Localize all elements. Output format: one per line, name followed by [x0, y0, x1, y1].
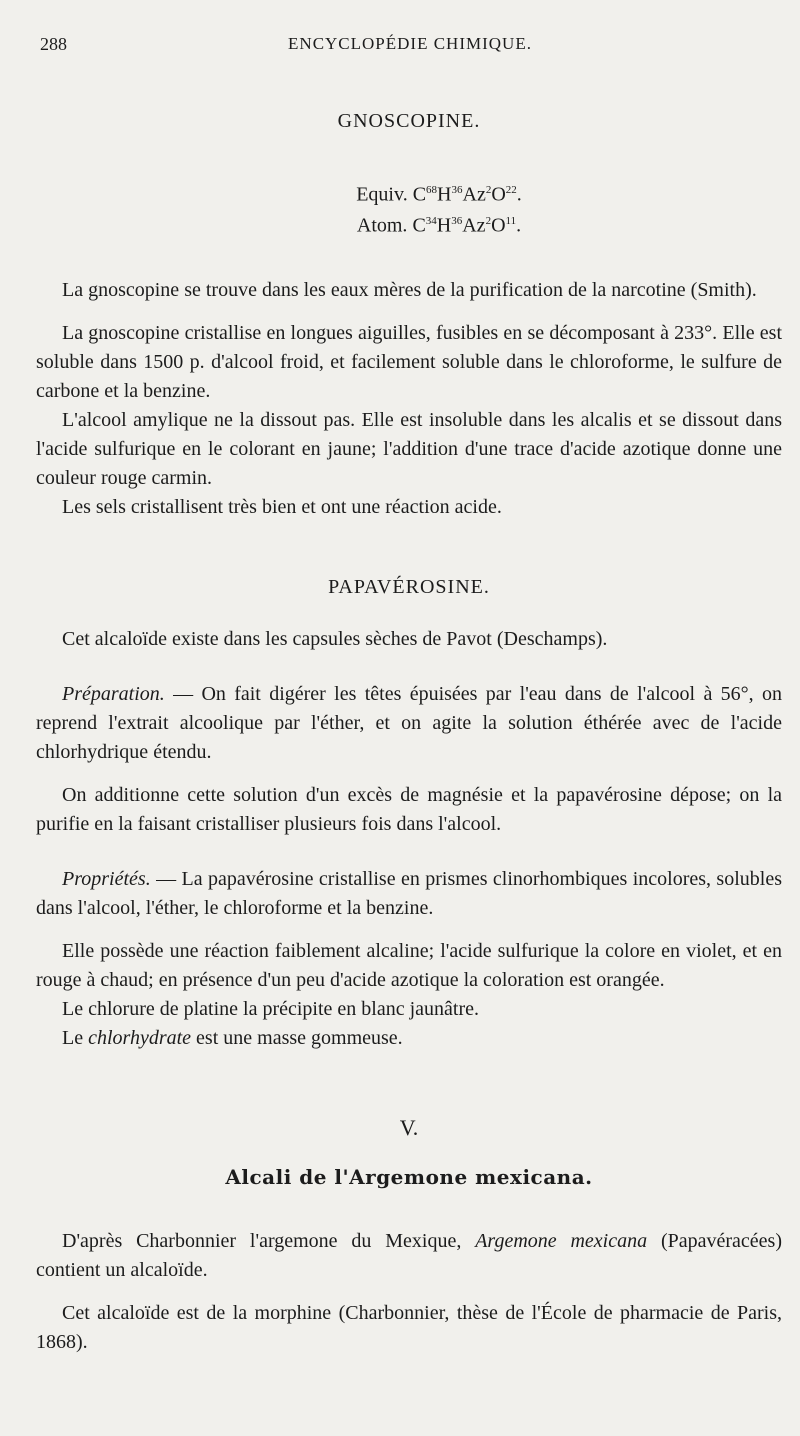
paragraph: La gnoscopine cristallise en longues aiguilles, fusibles en se décomposant à 233°. Elle est soluble dans 1500 p. d'alcool froid, et facilement soluble dans le chloroforme, le sulfure de carbone et la benzine.: [36, 322, 782, 403]
chapter-number: V.: [399, 1115, 419, 1141]
text-span: est une masse gommeuse.: [191, 1027, 403, 1050]
paragraph: Cet alcaloïde existe dans les capsules sèches de Pavot (Deschamps).: [62, 628, 608, 651]
paragraph: Les sels cristallisent très bien et ont une réaction acide.: [62, 496, 502, 519]
page-content: [36, 110, 782, 1357]
running-title: ENCYCLOPÉDIE CHIMIQUE.: [288, 34, 532, 53]
properties-text: — La papavérosine cristallise en prismes clinorhombiques incolores, solubles dans l'alcool, l'éther, le chloroforme et la benzine.: [36, 868, 782, 920]
page-header: [40, 30, 780, 60]
species-name: Argemone mexicana: [475, 1230, 648, 1253]
paragraph-properties: [36, 865, 782, 923]
atom-label: Atom.: [356, 214, 408, 237]
formula-block: [96, 177, 782, 238]
section-title-papaverosine: PAPAVÉROSINE.: [328, 576, 490, 599]
page-number: 288: [40, 34, 67, 54]
section-title-argemone: Alcali de l'Argemone mexicana.: [225, 1165, 593, 1190]
properties-label: Propriétés.: [62, 868, 151, 891]
text-span: Le: [62, 1027, 89, 1050]
chlorhydrate-term: chlorhydrate: [88, 1027, 192, 1050]
equiv-label: Equiv.: [356, 183, 408, 206]
paragraph: [36, 1227, 782, 1285]
paragraph: Le chlorure de platine la précipite en blanc jaunâtre.: [62, 998, 480, 1021]
section-title-gnoscopine: GNOSCOPINE.: [337, 110, 481, 132]
paragraph-preparation: [36, 680, 782, 767]
paragraph: On additionne cette solution d'un excès de magnésie et la papavérosine dépose; on la purifie en la faisant cristalliser plusieurs fois dans l'alcool.: [36, 784, 782, 836]
paragraph: Cet alcaloïde est de la morphine (Charbonnier, thèse de l'École de pharmacie de Paris, 1868).: [36, 1302, 782, 1354]
text-span: D'après Charbonnier l'argemone du Mexique,: [62, 1230, 476, 1253]
preparation-label: Préparation.: [62, 683, 165, 706]
atom-formula: Atom. $C^{34}H^{36}Az^2O^{11}$.: [356, 214, 522, 237]
paragraph: La gnoscopine se trouve dans les eaux mères de la purification de la narcotine (Smith).: [62, 279, 757, 302]
paragraph: [36, 1024, 782, 1053]
paragraph: L'alcool amylique ne la dissout pas. Elle est insoluble dans les alcalis et se dissout dans l'acide sulfurique en le colorant en jaune; l'addition d'une trace d'acide azotique donne une couleur rouge carmin.: [36, 409, 782, 490]
paragraph: Elle possède une réaction faiblement alcaline; l'acide sulfurique la colore en violet, et en rouge à chaud; en présence d'un peu d'acide azotique la coloration est orangée.: [36, 940, 782, 992]
preparation-text: — On fait digérer les têtes épuisées par l'eau dans de l'alcool à 56°, on reprend l'extrait alcoolique par l'éther, et on agite la solution éthérée avec de l'acide chlorhydrique étendu.: [36, 683, 782, 764]
text-span: (Papavéracées) contient un alcaloïde.: [36, 1230, 782, 1282]
equiv-formula: Equiv. $C^{68}H^{36}Az^2O^{22}$.: [356, 183, 522, 206]
